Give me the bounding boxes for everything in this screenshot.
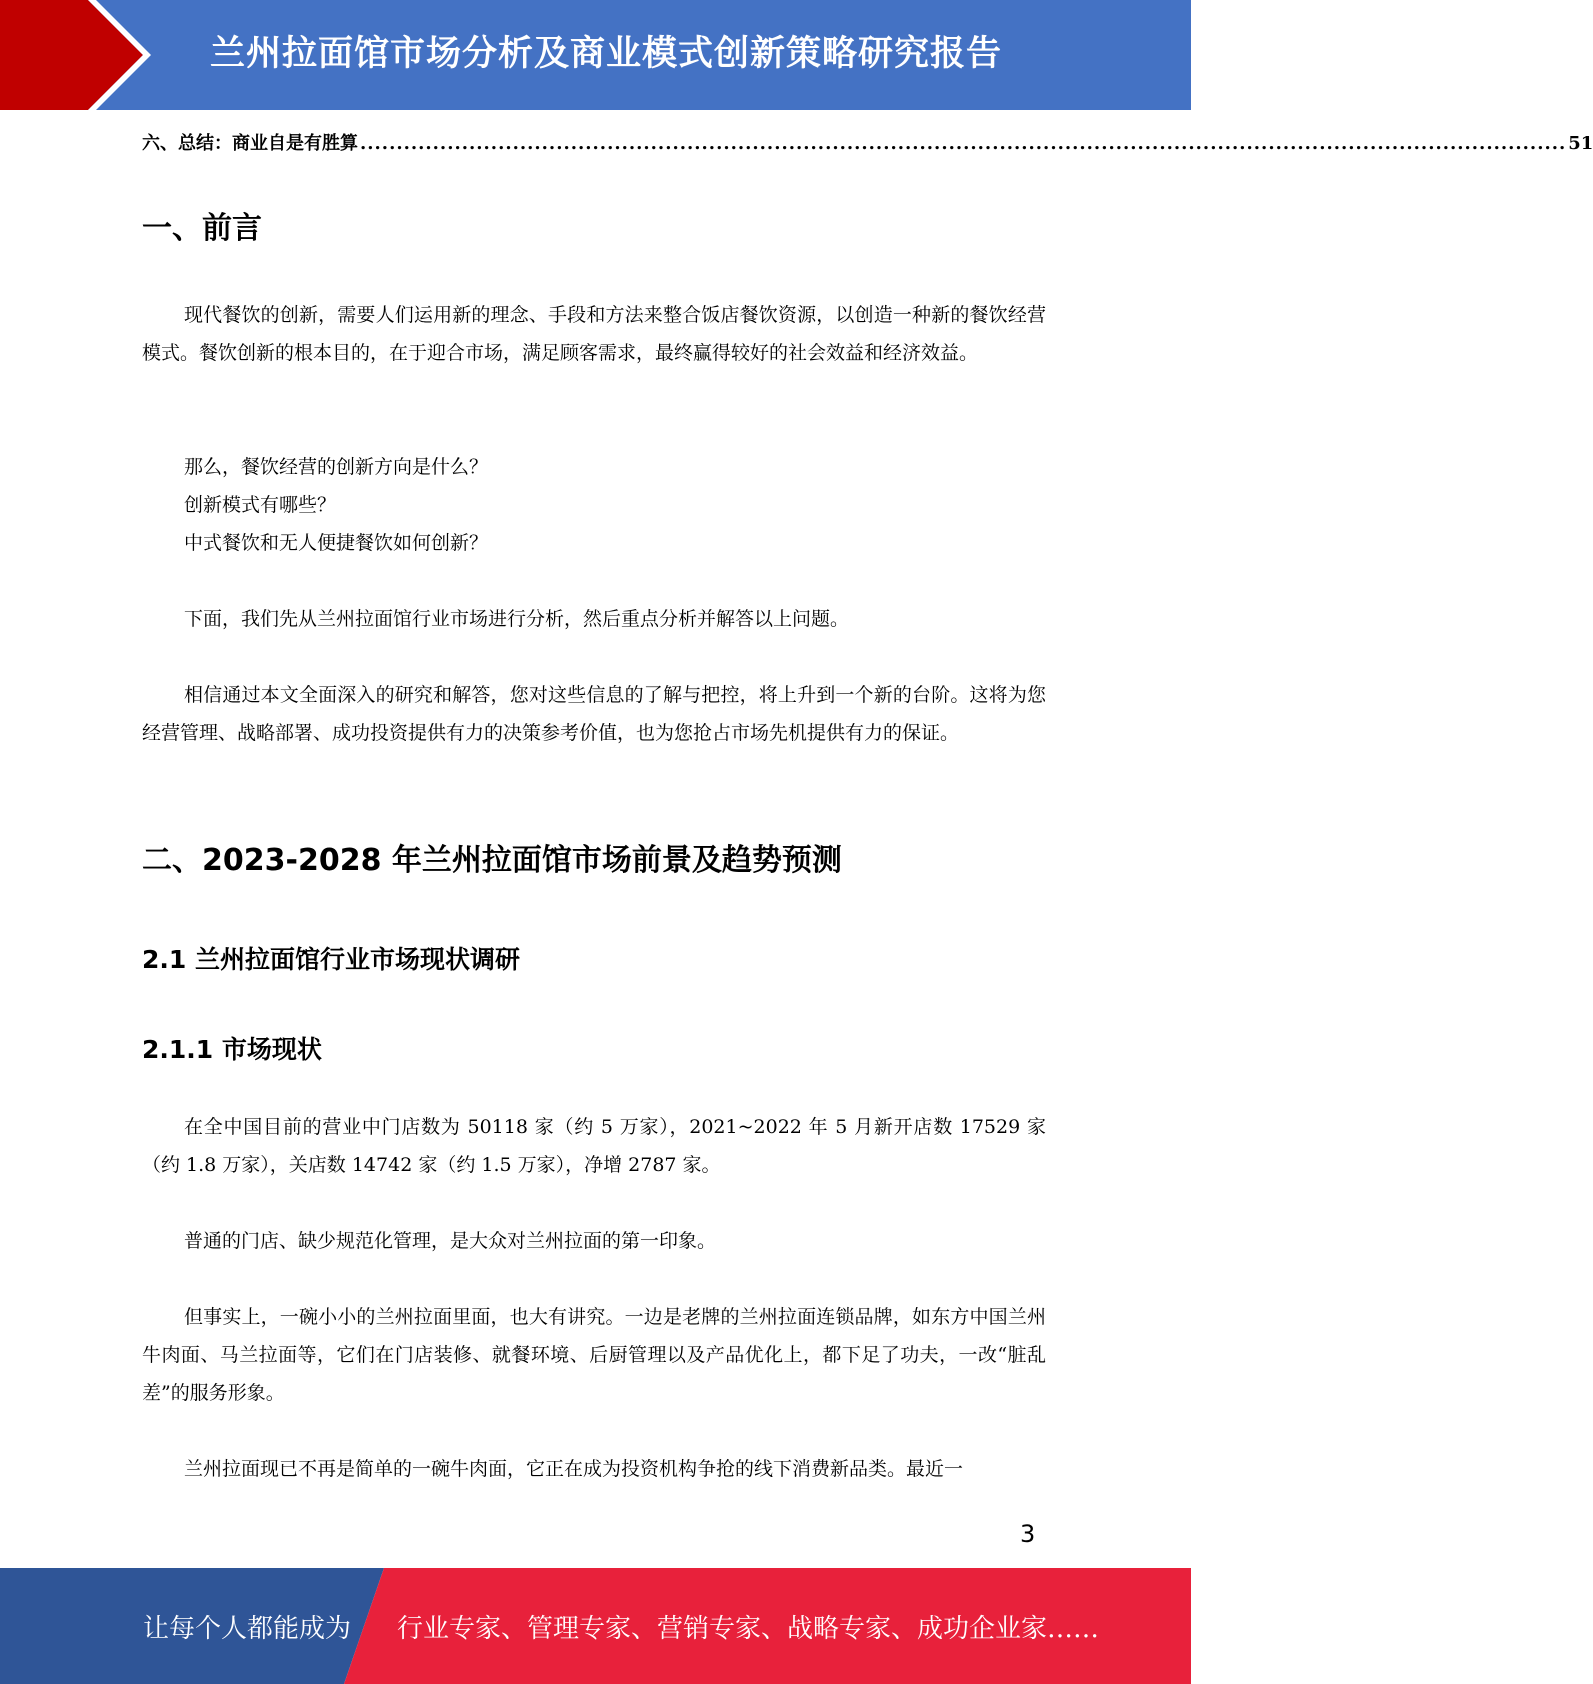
page-header bbox=[0, 0, 1191, 110]
toc-page-number: 51 bbox=[1568, 133, 1593, 154]
preface-paragraph-3: 相信通过本文全面深入的研究和解答，您对这些信息的了解与把控，将上升到一个新的台阶。这将为您经营管理、战略部署、成功投资提供有力的决策参考价值，也为您抢占市场先机提供有力的保证。 bbox=[142, 684, 1046, 744]
footer-slogan-left: 让每个人都能成为 bbox=[143, 1614, 352, 1644]
subsection-heading-2-1: 2.1 兰州拉面馆行业市场现状调研 bbox=[142, 945, 520, 974]
preface-paragraph-2: 下面，我们先从兰州拉面馆行业市场进行分析，然后重点分析并解答以上问题。 bbox=[184, 608, 850, 630]
market-paragraph-4: 兰州拉面现已不再是简单的一碗牛肉面，它正在成为投资机构争抢的线下消费新品类。最近一 bbox=[184, 1458, 964, 1480]
footer-slogan-right: 行业专家、管理专家、营销专家、战略专家、成功企业家…… bbox=[397, 1614, 1100, 1644]
market-paragraph-2: 普通的门店、缺少规范化管理，是大众对兰州拉面的第一印象。 bbox=[184, 1230, 717, 1252]
toc-entry[interactable] bbox=[142, 129, 1593, 155]
toc-entry-text: 六、总结：商业自是有胜算 bbox=[142, 133, 358, 154]
section-heading-preface: 一、前言 bbox=[142, 211, 262, 246]
preface-paragraph-1: 现代餐饮的创新，需要人们运用新的理念、手段和方法来整合饭店餐饮资源，以创造一种新的餐饮经营模式。餐饮创新的根本目的，在于迎合市场，满足顾客需求，最终赢得较好的社会效益和经济效益。 bbox=[142, 304, 1046, 364]
page-number: 3 bbox=[1020, 1520, 1036, 1548]
page-footer bbox=[0, 1568, 1191, 1684]
preface-question-2: 创新模式有哪些？ bbox=[184, 494, 337, 516]
subsection-heading-2-1-1: 2.1.1 市场现状 bbox=[142, 1035, 322, 1064]
preface-question-1: 那么，餐饮经营的创新方向是什么？ bbox=[184, 456, 489, 478]
report-title: 兰州拉面馆市场分析及商业模式创新策略研究报告 bbox=[210, 34, 1003, 74]
market-paragraph-1: 在全中国目前的营业中门店数为 50118 家（约 5 万家），2021~2022 年 5 月新开店数 17529 家（约 1.8 万家），关店数 14742 家（约 1.5 万家），净增 2787 家。 bbox=[142, 1116, 1046, 1176]
preface-question-3: 中式餐饮和无人便捷餐饮如何创新？ bbox=[184, 532, 489, 554]
market-paragraph-3: 但事实上，一碗小小的兰州拉面里面，也大有讲究。一边是老牌的兰州拉面连锁品牌，如东方中国兰州牛肉面、马兰拉面等，它们在门店装修、就餐环境、后厨管理以及产品优化上，都下足了功夫，一改“脏乱差”的服务形象。 bbox=[142, 1306, 1046, 1404]
section-heading-forecast: 二、2023-2028 年兰州拉面馆市场前景及趋势预测 bbox=[142, 843, 842, 878]
toc-leader-dots: ...................................................................................................................................................................... bbox=[360, 133, 1567, 154]
